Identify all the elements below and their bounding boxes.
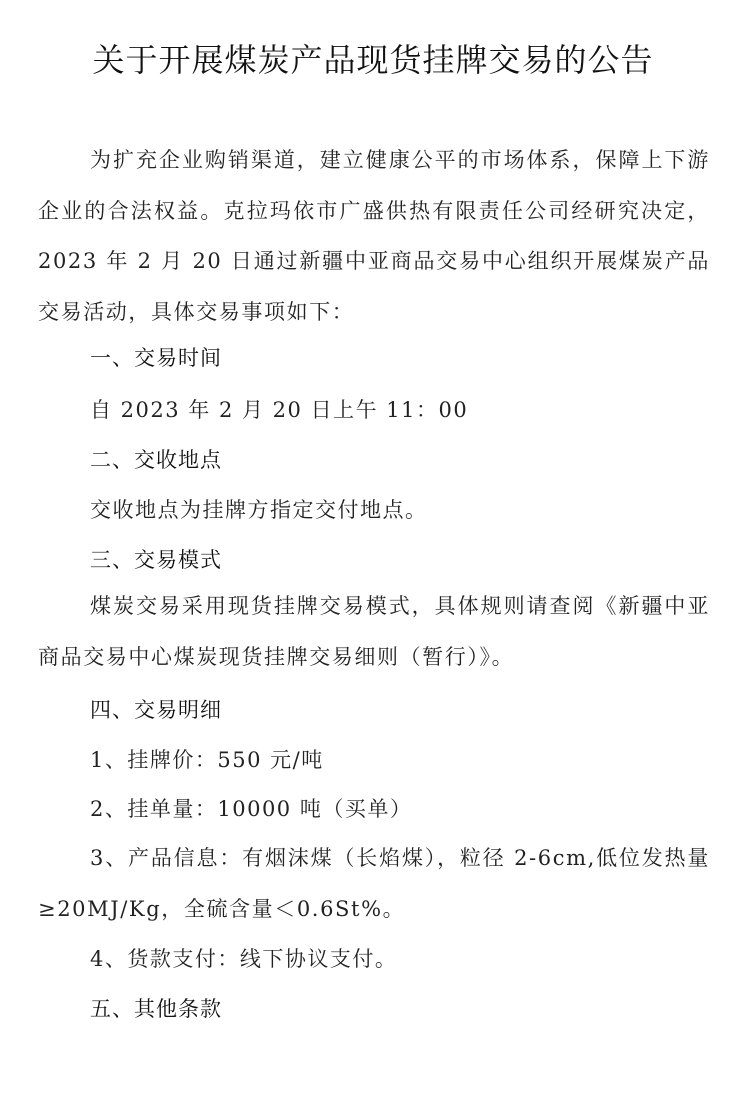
document-title: 关于开展煤炭产品现货挂牌交易的公告 [92,41,654,79]
trade-mode-paragraph: 煤炭交易采用现货挂牌交易模式，具体规则请查阅《新疆中亚商品交易中心煤炭现货挂牌交易细则（暂行）》。 [38,594,710,669]
detail-item-price: 1、挂牌价：550 元/吨 [90,748,324,772]
detail-item-product-info: 3、产品信息：有烟沫煤（长焰煤），粒径 2-6cm,低位发热量≥20MJ/Kg，全硫含量＜0.6St%。 [38,846,710,921]
section-heading-delivery-place: 二、交收地点 [90,448,222,472]
intro-paragraph: 为扩充企业购销渠道，建立健康公平的市场体系，保障上下游企业的合法权益。克拉玛依市广盛供热有限责任公司经研究决定，2023 年 2 月 20 日通过新疆中亚商品交易中心组织开展煤炭产品交易活动，具体交易事项如下： [38,148,710,324]
trade-time-text: 自 2023 年 2 月 20 日上午 11：00 [90,398,469,422]
detail-item-payment: 4、货款支付：线下协议支付。 [90,947,398,971]
section-heading-trade-mode: 三、交易模式 [90,548,222,572]
delivery-place-text: 交收地点为挂牌方指定交付地点。 [90,498,428,522]
section-heading-trade-time: 一、交易时间 [90,346,222,370]
detail-item-quantity: 2、挂单量：10000 吨（买单） [90,797,413,821]
section-heading-trade-details: 四、交易明细 [90,698,222,722]
section-heading-other-terms: 五、其他条款 [90,997,222,1021]
